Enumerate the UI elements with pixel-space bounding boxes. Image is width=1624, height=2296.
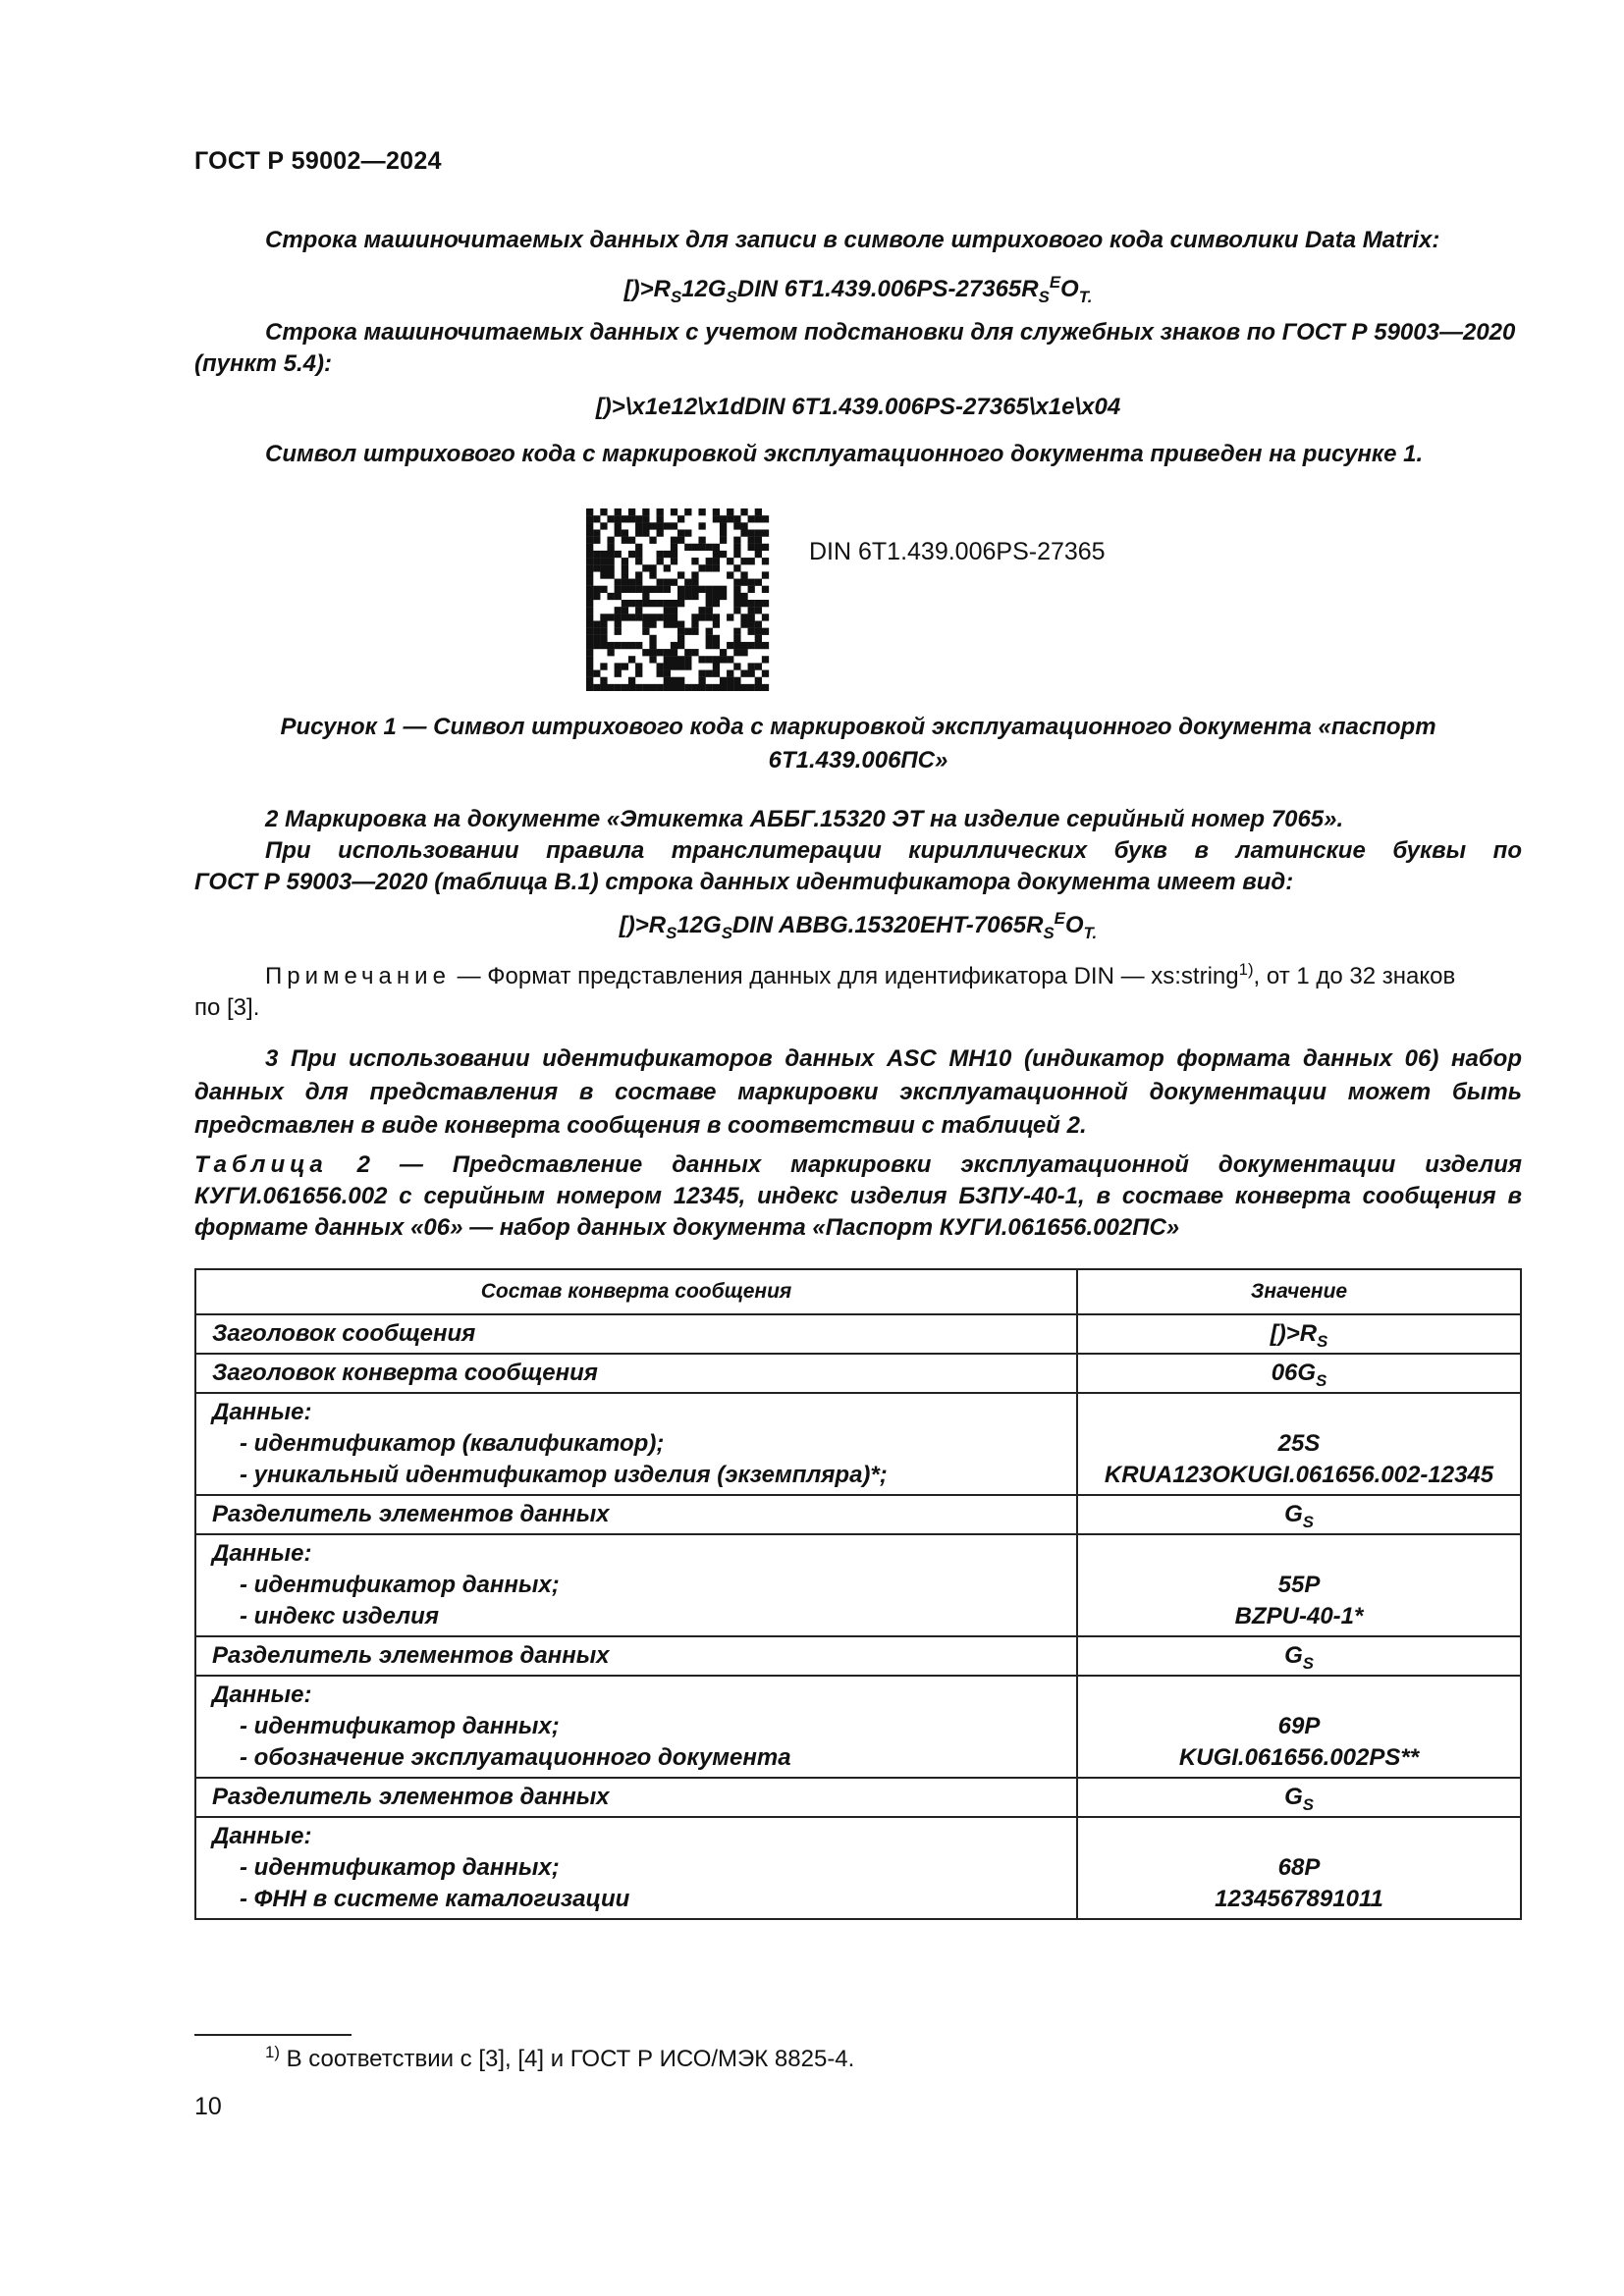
barcode-label: DIN 6T1.439.006PS-27365 (809, 538, 1106, 565)
item-2-line1: 2 Маркировка на документе «Этикетка АББГ.15320 ЭТ на изделие серийный номер 7065». (265, 806, 1344, 832)
table-row: Данные: - идентификатор данных; - ФНН в системе каталогизации 68P 1234567891011 (195, 1817, 1521, 1919)
message-envelope-table (194, 1268, 1522, 1920)
datamatrix-barcode-image (585, 508, 770, 691)
column-header-value: Значение (1077, 1269, 1521, 1314)
formula-substitution: [)>\x1e12\x1dDIN 6T1.439.006PS-27365\x1e\x04 (595, 394, 1121, 420)
table-row: Разделитель элементов данных $G_S$ (195, 1778, 1521, 1817)
table-row: Заголовок конверта сообщения $06G_S$ (195, 1354, 1521, 1393)
formula-datamatrix: $[)>R_S12G_SDIN$ $6T1.439.006PS-27365R_S^EO_{T.}$ (623, 273, 1093, 306)
table-caption: Таблица 2 — Представление данных маркировки эксплуатационной документации изделия (194, 1151, 1522, 1178)
figure-caption: Рисунок 1 — Символ штрихового кода с маркировкой эксплуатационного документа «паспорт 6Т1.439.006ПС» (280, 714, 1436, 774)
item-3-paragraph: 3 При использовании идентификаторов данных ASC MH10 (индикатор формата данных 06) набор данных для представления в составе маркировки эксплуатационной документации может быть представлен в виде конверта сообщения в соответствии с таблицей 2. (194, 1045, 1522, 1139)
note-din-format: Примечание — Формат представления данных для идентификатора DIN — xs:string$^{1)}$, от 1 до 32 знаков (265, 960, 1456, 989)
table-caption-line3: формате данных «06» — набор данных документа «Паспорт КУГИ.061656.002ПС» (194, 1214, 1180, 1241)
table-row: Данные: - идентификатор данных; - обозначение эксплуатационного документа 69P KUGI.061656.002PS** (195, 1676, 1521, 1778)
paragraph-substitution-line2: (пункт 5.4): (194, 350, 333, 377)
footnote: $^{1)}$ В соответствии с [3], [4] и ГОСТ Р ИСО/МЭК 8825-4. (265, 2043, 855, 2072)
table-row: Разделитель элементов данных $G_S$ (195, 1636, 1521, 1676)
footnote-rule (194, 2034, 352, 2036)
table-row: Разделитель элементов данных $G_S$ (195, 1495, 1521, 1534)
note-din-format-line2: по [3]. (194, 994, 260, 1021)
paragraph-datamatrix-intro: Строка машиночитаемых данных для записи в символе штрихового кода символики Data Matrix: (265, 227, 1440, 253)
item-2-line2: При использовании правила транслитерации кириллических букв в латинские буквы по (265, 837, 1522, 864)
standard-header: ГОСТ Р 59002—2024 (194, 147, 442, 175)
table-row: Данные: - идентификатор данных; - индекс изделия 55P BZPU-40-1* (195, 1534, 1521, 1636)
item-2-line3: ГОСТ Р 59003—2020 (таблица В.1) строка данных идентификатора документа имеет вид: (194, 869, 1294, 895)
table-row: Заголовок сообщения $[)>R_S$ (195, 1314, 1521, 1354)
paragraph-substitution: Строка машиночитаемых данных с учетом подстановки для служебных знаков по ГОСТ Р 59003—2020 (265, 319, 1516, 346)
table-header-row (195, 1269, 1521, 1314)
formula-abbg: $[)>R_S12G_SDIN$ $ABBG.15320EHT-7065R_S^EO_{T.}$ (619, 909, 1098, 942)
table-row: Данные: - идентификатор (квалификатор); - уникальный идентификатор изделия (экземпляра)*; 25S KRUA123OKUGI.061656.002-12345 (195, 1393, 1521, 1495)
paragraph-figure-ref: Символ штрихового кода с маркировкой эксплуатационного документа приведен на рисунке 1. (265, 441, 1424, 467)
column-header-composition: Состав конверта сообщения (195, 1269, 1077, 1314)
page-number: 10 (194, 2093, 222, 2120)
table-caption-line2: КУГИ.061656.002 с серийным номером 12345, индекс изделия БЗПУ-40-1, в составе конверта сообщения в (194, 1183, 1522, 1209)
